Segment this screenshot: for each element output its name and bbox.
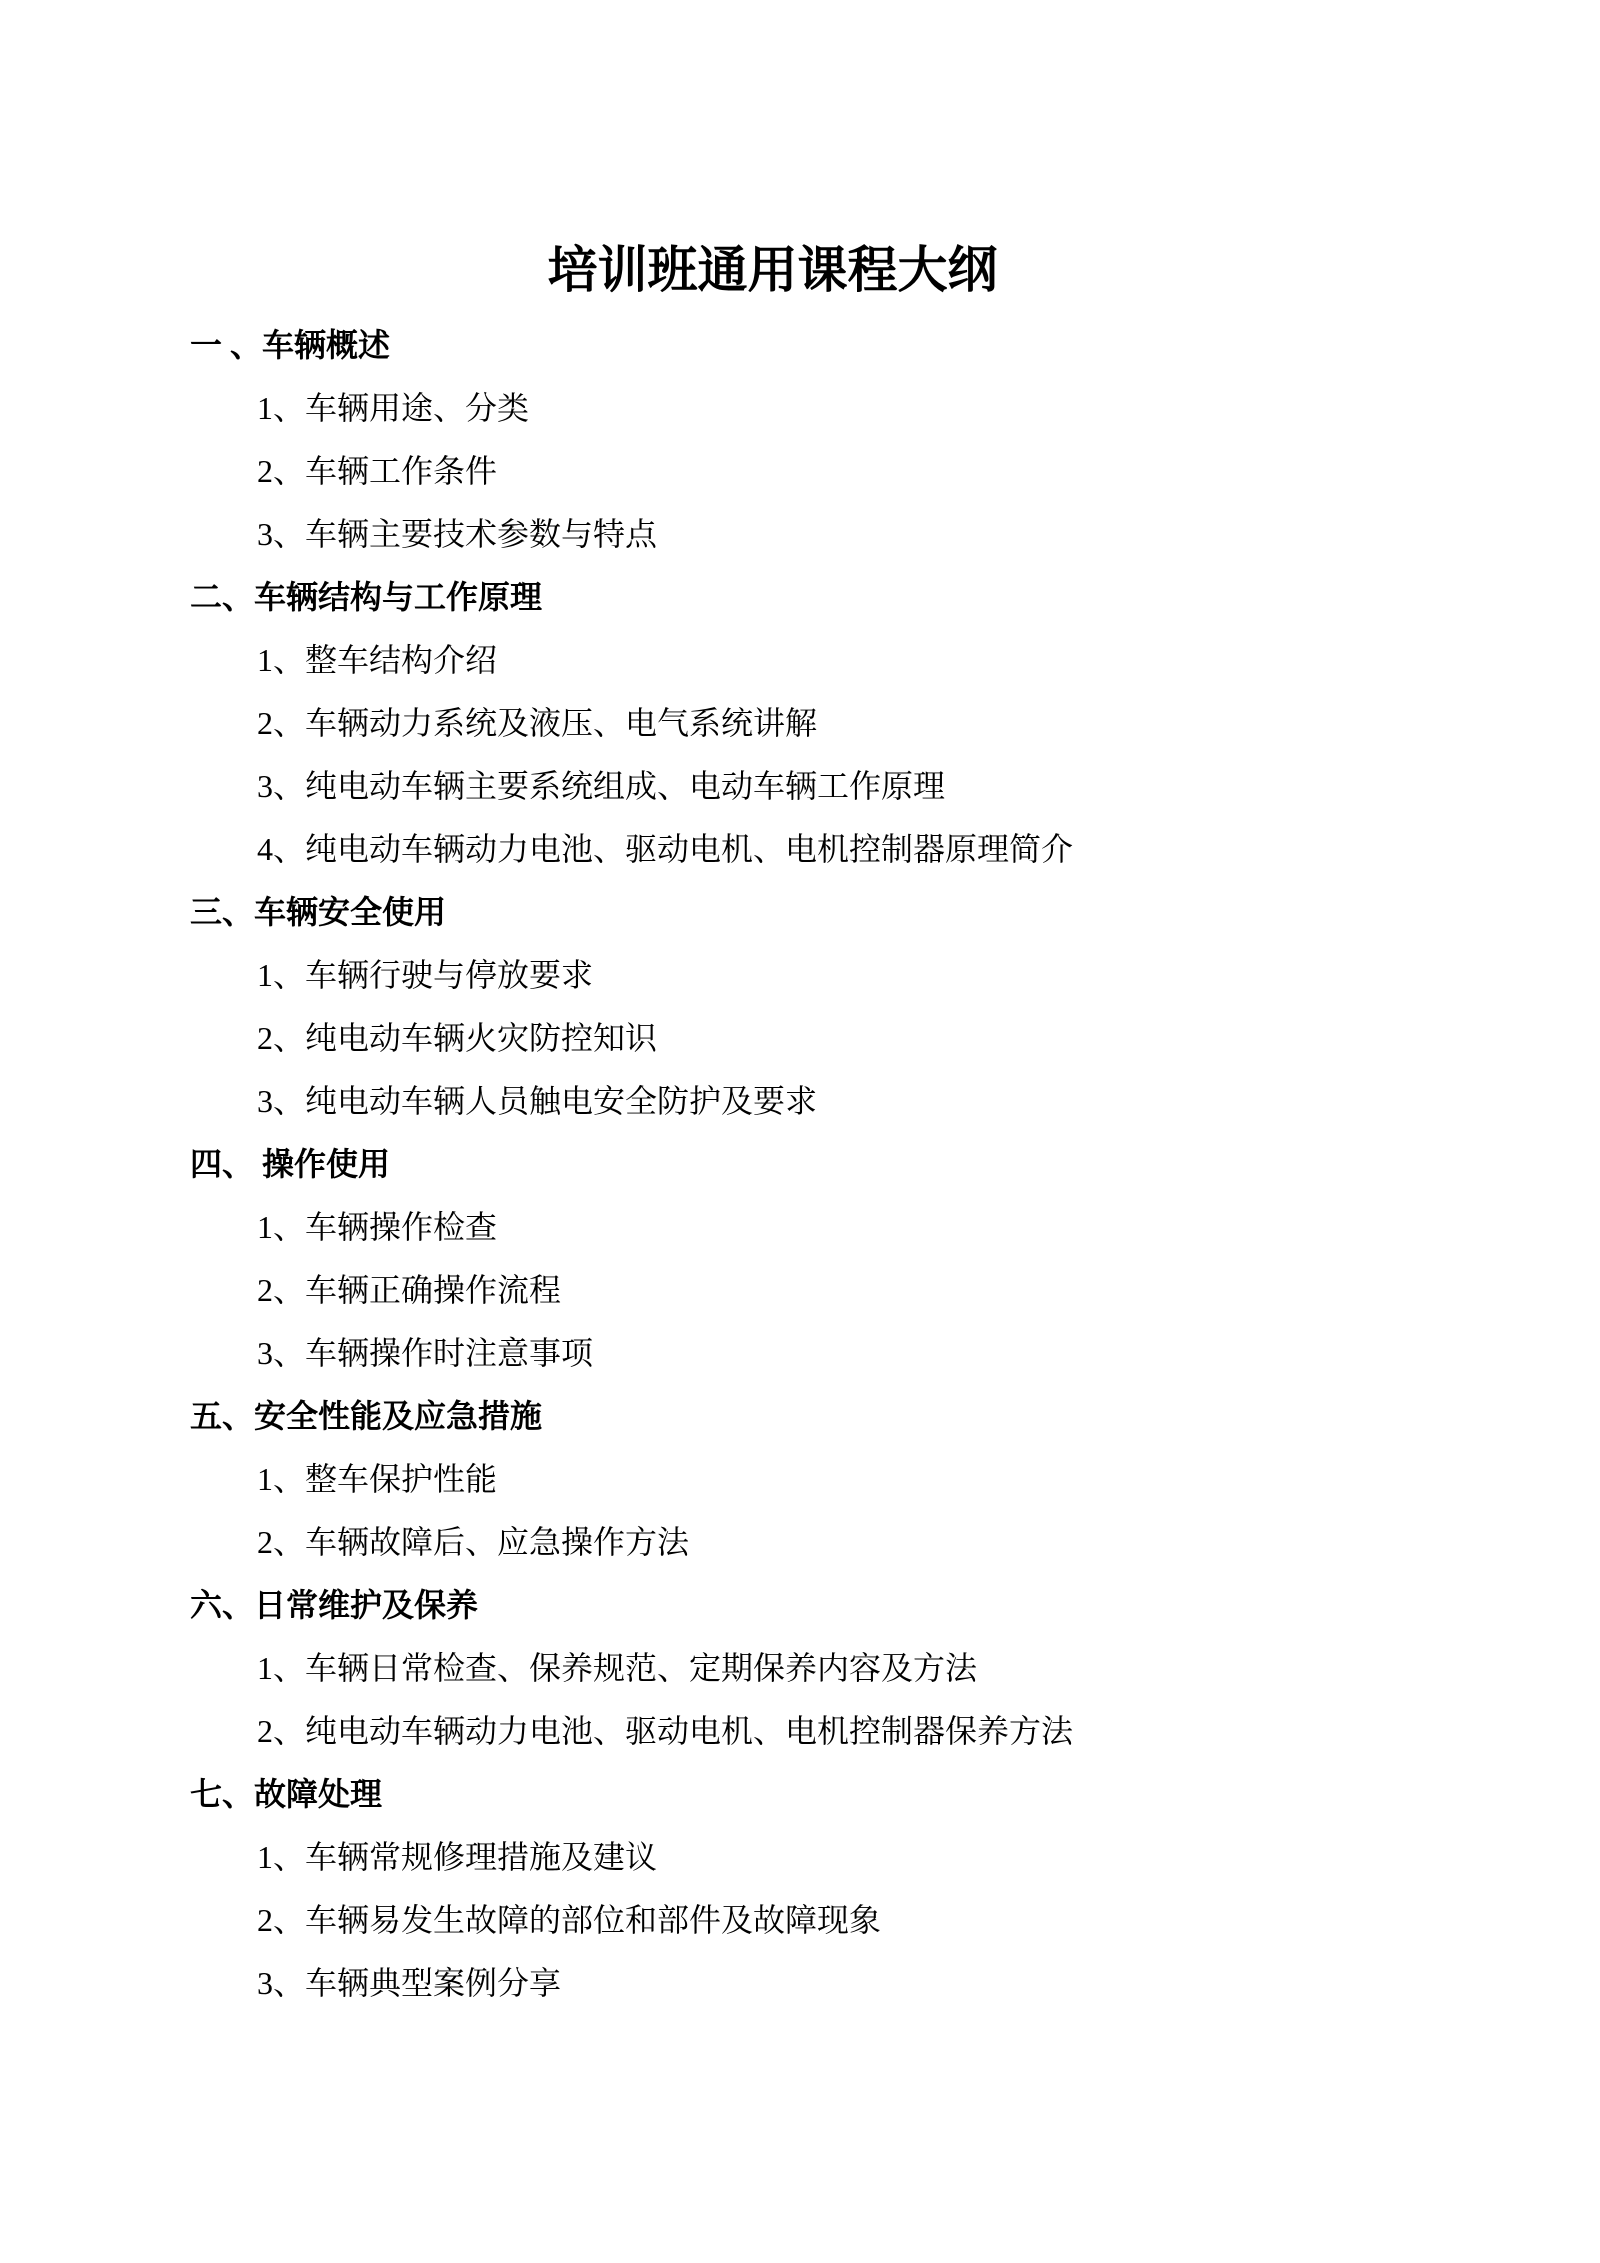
course-outline xyxy=(0,314,1600,2015)
outline-item: 1、车辆操作检查 xyxy=(257,1209,498,1245)
outline-item: 3、车辆操作时注意事项 xyxy=(257,1335,594,1371)
outline-section xyxy=(0,1574,1600,1763)
section-heading: 三、车辆安全使用 xyxy=(190,894,447,930)
outline-item: 2、车辆动力系统及液压、电气系统讲解 xyxy=(257,705,818,741)
outline-item: 3、车辆典型案例分享 xyxy=(257,1965,562,2001)
outline-item: 2、车辆正确操作流程 xyxy=(257,1272,562,1308)
outline-section xyxy=(0,314,1600,566)
section-heading: 七、故障处理 xyxy=(190,1776,383,1812)
section-heading: 六、日常维护及保养 xyxy=(190,1587,479,1623)
outline-item: 2、纯电动车辆火灾防控知识 xyxy=(257,1020,658,1056)
section-heading: 二、车辆结构与工作原理 xyxy=(190,579,543,615)
outline-item: 2、车辆故障后、应急操作方法 xyxy=(257,1524,690,1560)
section-heading: 一 、车辆概述 xyxy=(190,327,391,363)
outline-section xyxy=(0,1763,1600,2015)
outline-item: 3、车辆主要技术参数与特点 xyxy=(257,516,658,552)
outline-item: 2、车辆工作条件 xyxy=(257,453,498,489)
outline-section xyxy=(0,1385,1600,1574)
outline-item: 1、整车保护性能 xyxy=(257,1461,498,1497)
outline-item: 1、车辆行驶与停放要求 xyxy=(257,957,594,993)
section-heading: 五、安全性能及应急措施 xyxy=(190,1398,543,1434)
outline-item: 1、车辆常规修理措施及建议 xyxy=(257,1839,658,1875)
outline-section xyxy=(0,881,1600,1133)
document-title: 培训班通用课程大纲 xyxy=(547,242,998,298)
outline-item: 2、纯电动车辆动力电池、驱动电机、电机控制器保养方法 xyxy=(257,1713,1074,1749)
outline-item: 1、车辆日常检查、保养规范、定期保养内容及方法 xyxy=(257,1650,978,1686)
outline-section xyxy=(0,1133,1600,1385)
outline-section xyxy=(0,566,1600,881)
outline-item: 1、车辆用途、分类 xyxy=(257,390,530,426)
outline-item: 4、纯电动车辆动力电池、驱动电机、电机控制器原理简介 xyxy=(257,831,1074,867)
outline-item: 1、整车结构介绍 xyxy=(257,642,498,678)
outline-item: 2、车辆易发生故障的部位和部件及故障现象 xyxy=(257,1902,882,1938)
section-heading: 四、 操作使用 xyxy=(190,1146,391,1182)
outline-item: 3、纯电动车辆人员触电安全防护及要求 xyxy=(257,1083,818,1119)
outline-item: 3、纯电动车辆主要系统组成、电动车辆工作原理 xyxy=(257,768,946,804)
